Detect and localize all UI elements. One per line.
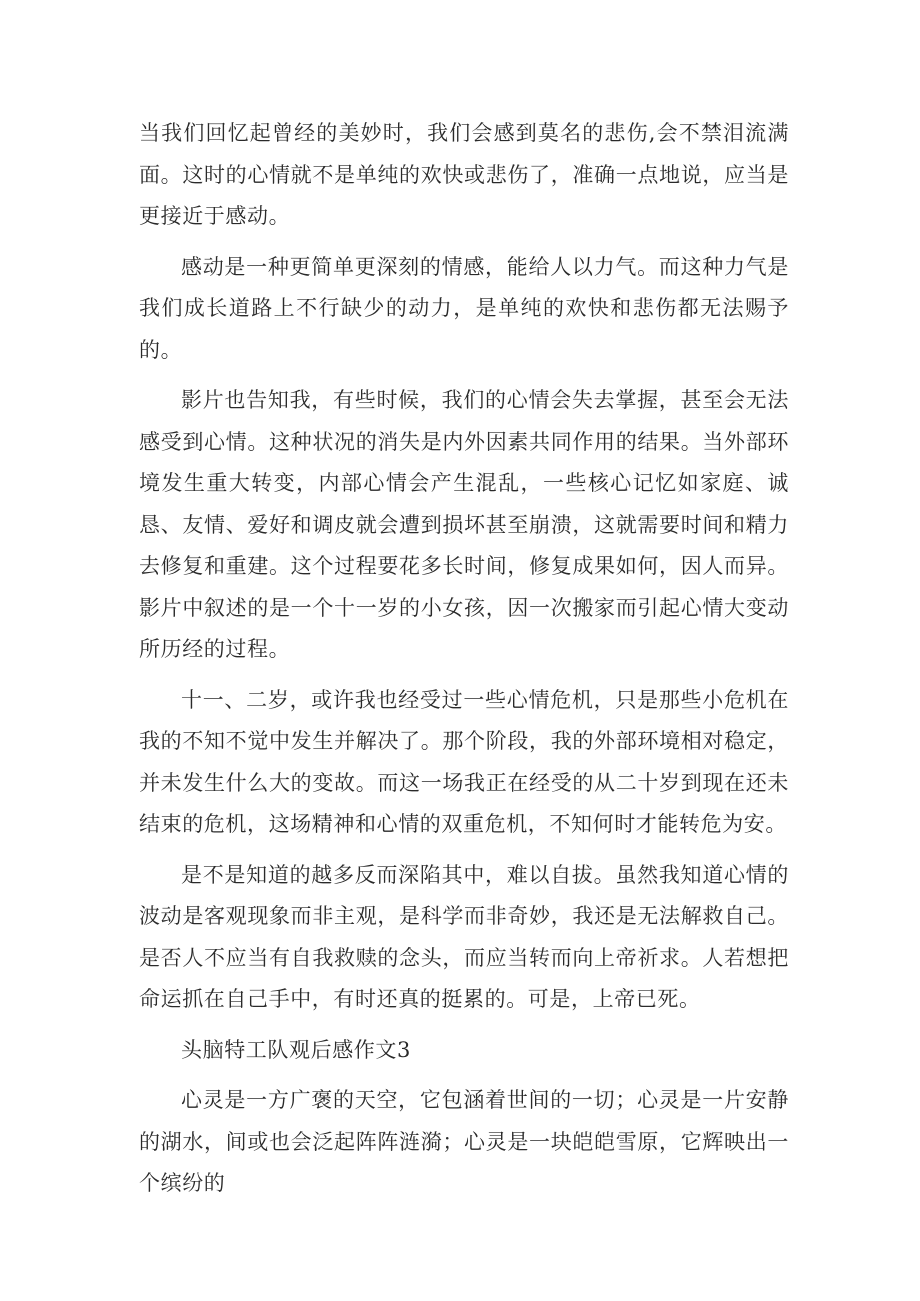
paragraph-3: 影片也告知我，有些时候，我们的心情会失去掌握，甚至会无法感受到心情。这种状况的消失是内外因素共同作用的结果。当外部环境发生重大转变，内部心情会产生混乱，一些核心记忆如家庭、诚恳、友情、爱好和调皮就会遭到损坏甚至崩溃，这就需要时间和精力去修复和重建。这个过程要花多长时间，修复成果如何，因人而异。影片中叙述的是一个十一岁的小女孩，因一次搬家而引起心情大变动所历经的过程。 [139,388,789,661]
document-body [139,113,789,1205]
paragraph-6: 心灵是一方广褒的天空，它包涵着世间的一切；心灵是一片安静的湖水，间或也会泛起阵阵涟漪；心灵是一块皑皑雪原，它辉映出一个缤纷的 [139,1088,789,1195]
paragraph-5: 是不是知道的越多反而深陷其中，难以自拔。虽然我知道心情的波动是客观现象而非主观，是科学而非奇妙，我还是无法解救自己。是否人不应当有自我救赎的念头，而应当转而向上帝祈求。人若想把命运抓在自己手中，有时还真的挺累的。可是，上帝已死。 [139,862,789,1011]
section-heading: 头脑特工队观后感作文3 [181,1037,411,1062]
paragraph-2: 感动是一种更简单更深刻的情感，能给人以力气。而这种力气是我们成长道路上不行缺少的动力，是单纯的欢快和悲伤都无法赐予的。 [139,254,789,362]
paragraph-1: 当我们回忆起曾经的美妙时，我们会感到莫名的悲伤,会不禁泪流满面。这时的心情就不是单纯的欢快或悲伤了，准确一点地说，应当是更接近于感动。 [139,121,789,228]
paragraph-4: 十一、二岁，或许我也经受过一些心情危机，只是那些小危机在我的不知不觉中发生并解决了。那个阶段，我的外部环境相对稳定，并未发生什么大的变故。而这一场我正在经受的从二十岁到现在还未结束的危机，这场精神和心情的双重危机，不知何时才能转危为安。 [139,687,789,836]
